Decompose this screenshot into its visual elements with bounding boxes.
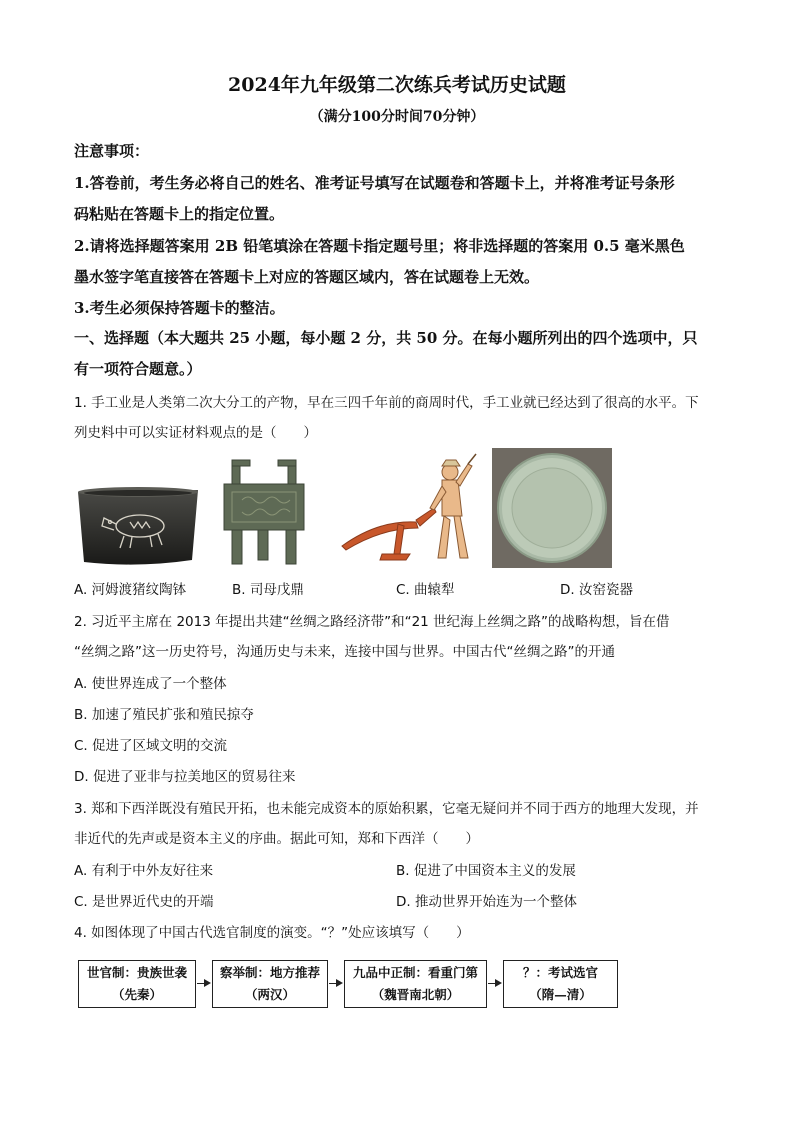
notice-line: 码粘贴在答题卡上的指定位置。 [74, 205, 285, 223]
flow-box-period: （先秦） [111, 987, 162, 1002]
curved-plow-image [338, 450, 478, 568]
bronze-ding-image [218, 456, 310, 568]
flow-arrow [329, 983, 341, 984]
question-1-text-cont: 列史料中可以实证材料观点的是（ ） [74, 425, 317, 441]
option-c[interactable]: C. 是世界近代史的开端 [74, 894, 214, 910]
question-2-text: 2. 习近平主席在 2013 年提出共建“丝绸之路经济带”和“21 世纪海上丝绸之路”的战略构想，旨在借 [74, 614, 670, 630]
option-b[interactable]: B. 加速了殖民扩张和殖民掠夺 [74, 707, 254, 723]
question-3-text: 3. 郑和下西洋既没有殖民开拓，也未能完成资本的原始积累，它毫无疑问并不同于西方的地理大发现，并 [74, 801, 699, 817]
notice-line: 3.考生必须保持答题卡的整洁。 [74, 299, 285, 317]
flow-box-label: 九品中正制：看重门第 [352, 965, 478, 980]
option-a[interactable]: A. 河姆渡猪纹陶钵 [74, 582, 187, 598]
question-4-text: 4. 如图体现了中国古代选官制度的演变。“？”处应该填写（ ） [74, 925, 470, 941]
section-heading: 一、选择题（本大题共 25 小题，每小题 2 分，共 50 分。在每小题所列出的四个选项中，只 [74, 329, 698, 347]
notice-line: 1.答卷前，考生务必将自己的姓名、准考证号填写在试题卷和答题卡上，并将准考证号条形 [74, 174, 675, 192]
option-d[interactable]: D. 促进了亚非与拉美地区的贸易往来 [74, 769, 296, 785]
flow-box-period: （两汉） [244, 987, 295, 1002]
question-3-text-cont: 非近代的先声或是资本主义的序曲。据此可知，郑和下西洋（ ） [74, 831, 479, 847]
option-d[interactable]: D. 推动世界开始连为一个整体 [396, 894, 577, 910]
flow-box-period: （魏晋南北朝） [371, 987, 460, 1002]
flow-box-shiguan [78, 960, 196, 1008]
option-b[interactable]: B. 司母戊鼎 [232, 582, 304, 598]
option-a[interactable]: A. 使世界连成了一个整体 [74, 676, 227, 692]
flow-box-label: 世官制：贵族世袭 [86, 965, 187, 980]
page-subtitle: （满分100分时间70分钟） [309, 109, 485, 125]
question-2-text-cont: “丝绸之路”这一历史符号，沟通历史与未来，连接中国与世界。中国古代“丝绸之路”的开通 [74, 644, 615, 660]
option-b[interactable]: B. 促进了中国资本主义的发展 [396, 863, 576, 879]
option-c[interactable]: C. 曲辕犁 [396, 582, 455, 598]
option-a[interactable]: A. 有利于中外友好往来 [74, 863, 214, 879]
ru-porcelain-image [492, 448, 612, 568]
pottery-bowl-image [74, 484, 202, 568]
page-title: 2024年九年级第二次练兵考试历史试题 [228, 74, 566, 96]
flow-box-kejv [503, 960, 618, 1008]
flow-box-label: ？：考试选官 [522, 965, 598, 980]
flow-box-jiupin [344, 960, 487, 1008]
option-c[interactable]: C. 促进了区域文明的交流 [74, 738, 228, 754]
question-1-text: 1. 手工业是人类第二次大分工的产物，早在三四千年前的商周时代，手工业就已经达到了很高的水平。下 [74, 395, 699, 411]
flow-arrow [197, 983, 209, 984]
flow-box-period: （隋—清） [529, 987, 592, 1002]
flow-arrow [488, 983, 500, 984]
flow-box-chaju [212, 960, 328, 1008]
notice-heading: 注意事项： [74, 142, 150, 160]
section-heading-cont: 有一项符合题意。） [74, 360, 202, 378]
notice-line: 2.请将选择题答案用 2B 铅笔填涂在答题卡指定题号里；将非选择题的答案用 0.5 毫米黑色 [74, 237, 685, 255]
notice-line: 墨水签字笔直接答在答题卡上对应的答题区域内，答在试题卷上无效。 [74, 268, 540, 286]
flow-box-label: 察举制：地方推荐 [219, 965, 320, 980]
option-d[interactable]: D. 汝窑瓷器 [560, 582, 633, 598]
